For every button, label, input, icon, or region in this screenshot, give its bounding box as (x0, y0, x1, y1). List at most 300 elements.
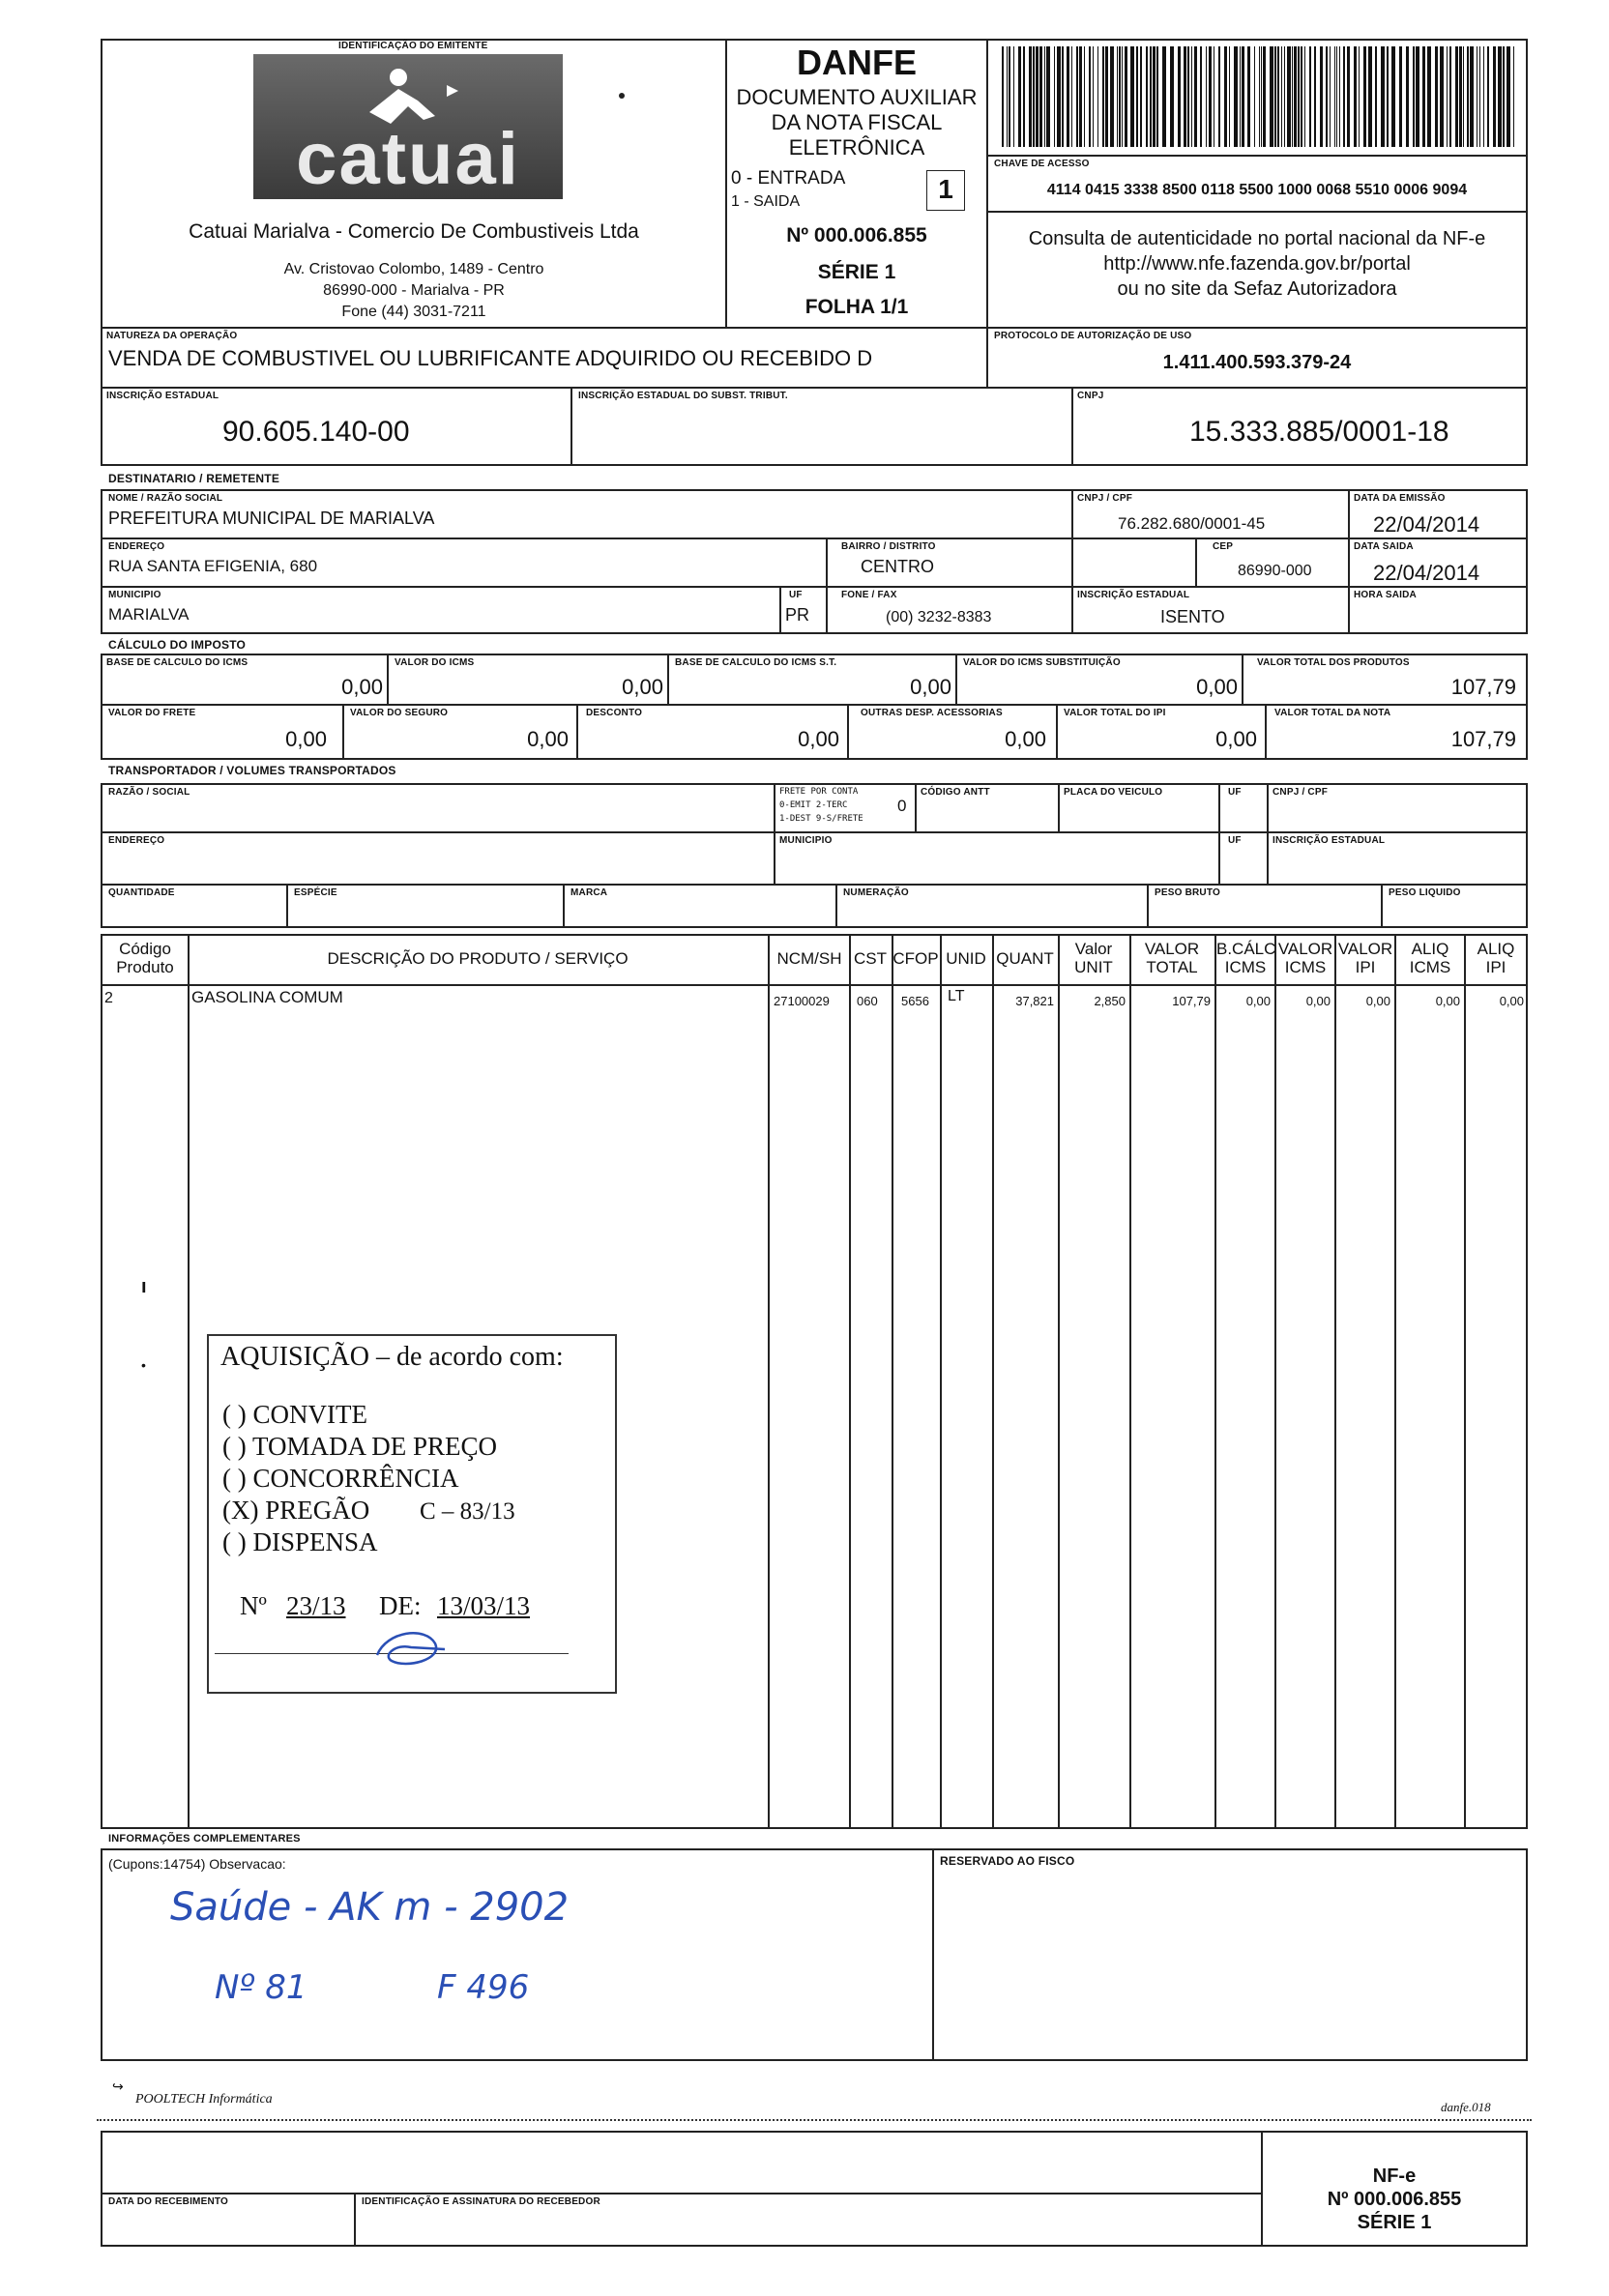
col-vunit: Valor UNIT (1074, 940, 1113, 976)
row-vipi: 0,00 (1365, 994, 1390, 1008)
dest-row-2 (101, 586, 1528, 588)
stamp-opt4: (X) PREGÃO (222, 1496, 370, 1525)
valor-icms-label: VALOR DO ICMS (395, 657, 475, 668)
barcode-bar (1479, 46, 1480, 147)
total-nota-label: VALOR TOTAL DA NOTA (1274, 708, 1391, 718)
seguro-label: VALOR DO SEGURO (350, 708, 449, 718)
barcode-bar (1263, 46, 1266, 147)
dest-endereco-label: ENDEREÇO (108, 541, 165, 552)
col-quant: QUANT (996, 949, 1054, 968)
imposto-section: CÁLCULO DO IMPOSTO (108, 638, 247, 652)
outras-label: OUTRAS DESP. ACESSORIAS (861, 708, 1003, 718)
row-descricao: GASOLINA COMUM (191, 988, 343, 1006)
imp-v9 (1265, 704, 1267, 760)
col-unid: UNID (946, 949, 986, 968)
row-vunit: 2,850 (1094, 994, 1126, 1008)
barcode-bar (1281, 46, 1282, 147)
barcode-bar (1483, 46, 1484, 147)
stamp-opt4-ref: C – 83/13 (420, 1498, 515, 1525)
chave-divider-1 (986, 155, 1528, 157)
row-cfop: 5656 (901, 994, 929, 1008)
prod-v-bcicms (1274, 934, 1276, 1829)
tr-municipio-label: MUNICIPIO (779, 835, 833, 846)
barcode-bar (1206, 46, 1207, 147)
col-ncm: NCM/SH (776, 949, 842, 968)
barcode-bar (1294, 46, 1297, 147)
row-vicms: 0,00 (1305, 994, 1331, 1008)
prod-v-aicms (1464, 934, 1466, 1829)
base-icms-label: BASE DE CALCULO DO ICMS (106, 657, 249, 668)
col-bcicms: B.CÁLC ICMS (1216, 940, 1276, 976)
imp-v3 (955, 654, 957, 704)
barcode-bar (1467, 46, 1469, 147)
dest-saida: 22/04/2014 (1373, 561, 1480, 585)
dest-ie-label: INSCRIÇÃO ESTADUAL (1077, 590, 1190, 600)
barcode-bar (1162, 46, 1166, 147)
dest-uf-label: UF (789, 590, 803, 600)
fisco-label: RESERVADO AO FISCO (940, 1854, 1075, 1868)
pooltech: POOLTECH Informática (135, 2092, 273, 2107)
barcode-bar (1463, 46, 1464, 147)
barcode-bar (1254, 46, 1255, 147)
barcode-bar (1046, 46, 1050, 147)
cut-line (97, 2119, 1532, 2121)
dest-v-2 (1348, 489, 1350, 634)
barcode-bar (1184, 46, 1186, 147)
protocolo-label: PROTOCOLO DE AUTORIZAÇÃO DE USO (994, 331, 1192, 341)
dest-v-1 (1071, 489, 1073, 634)
barcode-bar (1247, 46, 1250, 147)
fisco-box (932, 1848, 1528, 2061)
imp-v6 (576, 704, 578, 760)
col-cst: CST (854, 949, 887, 968)
barcode-bar (1320, 46, 1323, 147)
barcode-bar (1503, 46, 1505, 147)
barcode-bar (1309, 46, 1311, 147)
emitente-cep: 86990-000 - Marialva - PR (323, 282, 505, 299)
company-logo (253, 54, 563, 199)
barcode-bar (1406, 46, 1409, 147)
barcode-bar (1093, 46, 1094, 147)
consulta-1: Consulta de autenticidade no portal nacional da NF-e (1028, 228, 1486, 249)
barcode-bar (1044, 46, 1045, 147)
dest-emissao-label: DATA DA EMISSÃO (1354, 493, 1446, 504)
natureza-label: NATUREZA DA OPERAÇÃO (106, 331, 238, 341)
barcode-bar (1076, 46, 1078, 147)
assinatura-label: IDENTIFICAÇÃO E ASSINATURA DO RECEBEDOR (362, 2196, 600, 2207)
danfe-numero: Nº 000.006.855 (786, 224, 927, 247)
valor-produtos: 107,79 (1450, 675, 1516, 699)
barcode-bar (1007, 46, 1008, 147)
prod-v-ncm (849, 934, 851, 1829)
barcode-bar (1459, 46, 1462, 147)
tr-v1 (774, 783, 775, 884)
barcode-bar (1117, 46, 1118, 147)
dest-uf: PR (785, 605, 810, 625)
barcode-bar (1110, 46, 1114, 147)
imp-row (101, 704, 1528, 706)
frete: 0,00 (285, 727, 327, 751)
col-vicms: VALOR ICMS (1277, 940, 1333, 976)
row-codigo: 2 (104, 990, 113, 1006)
dest-v-5 (1195, 538, 1197, 586)
col-cfop: CFOP (892, 949, 939, 968)
barcode-bar (1033, 46, 1035, 147)
ie-label: INSCRIÇÃO ESTADUAL (106, 391, 219, 401)
danfe-title: DANFE (797, 43, 917, 82)
tr-v9 (1147, 884, 1149, 928)
barcode-bar (1368, 46, 1372, 147)
prod-v-vicms (1334, 934, 1336, 1829)
tr-uf2-label: UF (1228, 835, 1242, 846)
danfe-folha: FOLHA 1/1 (804, 296, 909, 318)
prod-header-line (101, 984, 1528, 986)
tr-marca-label: MARCA (570, 887, 608, 898)
barcode-bar (1507, 46, 1510, 147)
base-icms-st: 0,00 (910, 675, 951, 699)
barcode-bar (1097, 46, 1098, 147)
barcode-bar (1455, 46, 1458, 147)
barcode-bar (1200, 46, 1202, 147)
barcode-bar (1122, 46, 1123, 147)
valor-icms-st: 0,00 (1196, 675, 1238, 699)
barcode-bar (1387, 46, 1389, 147)
stamp-opt2: ( ) TOMADA DE PREÇO (222, 1432, 498, 1461)
tr-v2 (915, 783, 917, 831)
tr-v4 (1218, 783, 1220, 884)
pooltech-icon: ↪ (112, 2078, 124, 2094)
barcode-bar (1229, 46, 1230, 147)
barcode-bar (1242, 46, 1244, 147)
prod-v-cst (892, 934, 893, 1829)
barcode-bar (1447, 46, 1448, 147)
barcode-bar (1150, 46, 1152, 147)
barcode-bar (1079, 46, 1082, 147)
valor-icms-st-label: VALOR DO ICMS SUBSTITUIÇÃO (963, 657, 1121, 668)
barcode-bar (1287, 46, 1291, 147)
stamp-signature (367, 1626, 454, 1674)
prod-v-desc (768, 934, 770, 1829)
barcode-bar (1304, 46, 1305, 147)
barcode-bar (1259, 46, 1260, 147)
footer-nfe-num: Nº 000.006.855 (1327, 2189, 1462, 2210)
protocolo-value: 1.411.400.593.379-24 (1162, 352, 1352, 373)
stamp-opt5: ( ) DISPENSA (222, 1527, 378, 1556)
barcode-bar (1343, 46, 1345, 147)
barcode-bar (1194, 46, 1197, 147)
barcode-bar (1105, 46, 1108, 147)
danfe-serie: SÉRIE 1 (817, 261, 896, 283)
barcode-bar (1261, 46, 1262, 147)
info-value: (Cupons:14754) Observacao: (108, 1856, 286, 1872)
info-hand-3: F 496 (437, 1968, 530, 2007)
imp-v2 (667, 654, 669, 704)
valor-produtos-label: VALOR TOTAL DOS PRODUTOS (1257, 657, 1410, 668)
consulta-3: ou no site da Sefaz Autorizadora (1117, 278, 1397, 300)
dest-cep-label: CEP (1213, 541, 1234, 552)
chave-value: 4114 0415 3338 8500 0118 5500 1000 0068 5510 0006 9094 (1046, 182, 1468, 198)
col-descricao: DESCRIÇÃO DO PRODUTO / SERVIÇO (327, 949, 629, 968)
barcode-bar (1354, 46, 1357, 147)
barcode-bar (1487, 46, 1489, 147)
barcode-bar (1298, 46, 1300, 147)
dest-nome: PREFEITURA MUNICIPAL DE MARIALVA (108, 509, 435, 528)
barcode-bar (1292, 46, 1293, 147)
tr-uf-label: UF (1228, 787, 1242, 798)
tr-cnpj-label: CNPJ / CPF (1273, 787, 1329, 798)
barcode-bar (1140, 46, 1142, 147)
barcode-bar (1036, 46, 1039, 147)
barcode-bar (1119, 46, 1121, 147)
stamp-num-prefix: Nº (240, 1591, 267, 1620)
imp-v7 (847, 704, 849, 760)
stamp-de: 13/03/13 (437, 1591, 531, 1620)
barcode-bar (1449, 46, 1451, 147)
dest-cnpj: 76.282.680/0001-45 (1118, 514, 1266, 533)
barcode-bar (1013, 46, 1014, 147)
barcode-bar (1187, 46, 1189, 147)
tr-peso-liquido-label: PESO LIQUIDO (1389, 887, 1461, 898)
barcode (1002, 46, 1514, 147)
stamp-opt1: ( ) CONVITE (222, 1400, 367, 1429)
danfe-sub3: ELETRÔNICA (788, 135, 925, 160)
tr-frete-3: 1-DEST 9-S/FRETE (779, 814, 863, 824)
destinatario-section: DESTINATARIO / REMETENTE (108, 472, 280, 485)
col-vtotal: VALOR TOTAL (1144, 940, 1200, 976)
danfe-sub1: DOCUMENTO AUXILIAR (736, 85, 978, 109)
barcode-bar (1498, 46, 1502, 147)
barcode-bar (1029, 46, 1032, 147)
barcode-bar (1130, 46, 1134, 147)
natureza-value: VENDA DE COMBUSTIVEL OU LUBRIFICANTE ADQUIRIDO OU RECEBIDO D (108, 346, 873, 370)
ie-st-label: INSCRIÇÃO ESTADUAL DO SUBST. TRIBUT. (578, 391, 788, 401)
prod-v-vtotal (1214, 934, 1216, 1829)
row-aipi: 0,00 (1499, 994, 1524, 1008)
info-hand-2: Nº 81 (215, 1968, 307, 2007)
barcode-bar (1125, 46, 1127, 147)
chave-divider-2 (986, 211, 1528, 213)
scan-mark-2: • (141, 1357, 146, 1373)
barcode-bar (1339, 46, 1340, 147)
barcode-bar (1301, 46, 1302, 147)
frete-label: VALOR DO FRETE (108, 708, 196, 718)
base-icms: 0,00 (341, 675, 383, 699)
row-bcicms: 0,00 (1245, 994, 1271, 1008)
cnpj-label: CNPJ (1077, 391, 1104, 401)
prod-v-vipi (1394, 934, 1396, 1829)
barcode-bar (1170, 46, 1174, 147)
prod-v-unid (992, 934, 994, 1829)
dest-municipio: MARIALVA (108, 605, 190, 624)
danfe-tipo: 1 (938, 174, 953, 204)
imp-v1 (387, 654, 389, 704)
tr-v5 (1267, 783, 1269, 884)
barcode-bar (1067, 46, 1069, 147)
canhoto-v1 (354, 2193, 356, 2247)
row-unid: LT (948, 988, 965, 1004)
prod-v-cfop (940, 934, 942, 1829)
emitente-section-label: IDENTIFICAÇÃO DO EMITENTE (338, 41, 488, 51)
barcode-bar (1422, 46, 1425, 147)
row-cst: 060 (857, 994, 878, 1008)
tr-row-2 (101, 884, 1528, 886)
ie-value: 90.605.140-00 (222, 416, 410, 448)
ipi: 0,00 (1215, 727, 1257, 751)
barcode-bar (1136, 46, 1138, 147)
consulta-2: http://www.nfe.fazenda.gov.br/portal (1103, 253, 1411, 275)
data-recebimento-label: DATA DO RECEBIMENTO (108, 2196, 228, 2207)
col-aipi: ALIQ IPI (1477, 940, 1515, 976)
barcode-bar (1191, 46, 1192, 147)
barcode-bar (1009, 46, 1010, 147)
dest-bairro: CENTRO (861, 557, 934, 576)
barcode-bar (1002, 46, 1004, 147)
dest-fone-label: FONE / FAX (841, 590, 897, 600)
dest-cep: 86990-000 (1238, 563, 1312, 579)
barcode-bar (1178, 46, 1181, 147)
imp-v4 (1242, 654, 1243, 704)
barcode-bar (1234, 46, 1238, 147)
dest-municipio-label: MUNICIPIO (108, 590, 161, 600)
dest-bairro-label: BAIRRO / DISTRITO (841, 541, 936, 552)
canhoto-row (101, 2193, 1261, 2194)
barcode-bar (1018, 46, 1021, 147)
tr-v6 (286, 884, 288, 928)
barcode-bar (1039, 46, 1042, 147)
barcode-bar (1391, 46, 1395, 147)
barcode-bar (1071, 46, 1072, 147)
desconto-label: DESCONTO (586, 708, 643, 718)
barcode-bar (1381, 46, 1385, 147)
dest-row-1 (101, 538, 1528, 539)
barcode-bar (1363, 46, 1366, 147)
barcode-bar (1057, 46, 1061, 147)
tr-v3 (1058, 783, 1060, 831)
dest-saida-label: DATA SAIDA (1354, 541, 1414, 552)
barcode-bar (1314, 46, 1316, 147)
dest-emissao: 22/04/2014 (1373, 512, 1480, 537)
barcode-bar (1062, 46, 1064, 147)
seguro: 0,00 (527, 727, 569, 751)
barcode-bar (1513, 46, 1514, 147)
imp-v5 (342, 704, 344, 760)
barcode-bar (1146, 46, 1148, 147)
barcode-bar (1413, 46, 1415, 147)
barcode-bar (1054, 46, 1055, 147)
scan-mark-1: ı (141, 1276, 147, 1297)
stamp-de-prefix: DE: (379, 1591, 422, 1620)
barcode-bar (1218, 46, 1220, 147)
barcode-bar (1240, 46, 1241, 147)
ipi-label: VALOR TOTAL DO IPI (1064, 708, 1166, 718)
barcode-bar (1089, 46, 1091, 147)
danfe-entrada: 0 - ENTRADA (731, 168, 846, 189)
transportador-section: TRANSPORTADOR / VOLUMES TRANSPORTADOS (108, 764, 396, 777)
row-aicms: 0,00 (1435, 994, 1460, 1008)
barcode-bar (1023, 46, 1025, 147)
barcode-bar (1224, 46, 1227, 147)
col-vipi: VALOR IPI (1337, 940, 1393, 976)
tr-placa-label: PLACA DO VEICULO (1064, 787, 1163, 798)
barcode-bar (1277, 46, 1279, 147)
tr-quantidade-label: QUANTIDADE (108, 887, 175, 898)
tr-ie-label: INSCRIÇÃO ESTADUAL (1273, 835, 1386, 846)
row-quant: 37,821 (1015, 994, 1054, 1008)
barcode-bar (1330, 46, 1331, 147)
dest-cnpj-label: CNPJ / CPF (1077, 493, 1133, 504)
barcode-bar (1209, 46, 1212, 147)
col-codigo: Código Produto (116, 940, 174, 976)
logo-text: catuai (296, 118, 520, 200)
tr-numeracao-label: NUMERAÇÃO (843, 887, 909, 898)
tr-razao-label: RAZÃO / SOCIAL (108, 787, 190, 798)
barcode-bar (1359, 46, 1360, 147)
tr-v7 (563, 884, 565, 928)
barcode-bar (1347, 46, 1350, 147)
barcode-bar (1435, 46, 1438, 147)
stamp-title: AQUISIÇÃO – de acordo com: (220, 1342, 564, 1372)
barcode-bar (1427, 46, 1431, 147)
cnpj-value: 15.333.885/0001-18 (1189, 416, 1449, 448)
dest-endereco: RUA SANTA EFIGENIA, 680 (108, 557, 318, 575)
stamp-num: 23/13 (286, 1591, 346, 1620)
tr-frete-value: 0 (897, 797, 907, 815)
total-nota: 107,79 (1450, 727, 1516, 751)
prod-v-codigo (188, 934, 190, 1829)
tr-frete-2: 0-EMIT 2-TERC (779, 800, 848, 810)
barcode-bar (1493, 46, 1496, 147)
tr-v8 (835, 884, 837, 928)
outras: 0,00 (1005, 727, 1046, 751)
barcode-bar (1156, 46, 1158, 147)
tr-especie-label: ESPÉCIE (294, 887, 337, 898)
row-ncm: 27100029 (774, 994, 830, 1008)
col-aicms: ALIQ ICMS (1409, 940, 1451, 976)
imp-v8 (1056, 704, 1058, 760)
stamp-opt3: ( ) CONCORRÊNCIA (222, 1464, 459, 1493)
dest-v-4 (779, 586, 781, 634)
dest-nome-label: NOME / RAZÃO SOCIAL (108, 493, 223, 504)
emitente-endereco: Av. Cristovao Colombo, 1489 - Centro (283, 261, 544, 277)
barcode-bar (1416, 46, 1419, 147)
base-icms-st-label: BASE DE CALCULO DO ICMS S.T. (675, 657, 837, 668)
dest-ie: ISENTO (1160, 607, 1225, 626)
info-hand-1: Saúde - AK m - 2902 (170, 1885, 570, 1930)
emitente-razao: Catuai Marialva - Comercio De Combustiveis Ltda (189, 220, 639, 243)
barcode-bar (1153, 46, 1156, 147)
danfe-code: danfe.018 (1441, 2100, 1491, 2114)
tr-antt-label: CÓDIGO ANTT (921, 787, 990, 798)
valor-icms: 0,00 (622, 675, 663, 699)
barcode-bar (1334, 46, 1335, 147)
barcode-bar (1084, 46, 1085, 147)
footer-nfe-serie: SÉRIE 1 (1357, 2212, 1432, 2233)
barcode-bar (1375, 46, 1377, 147)
chave-label: CHAVE DE ACESSO (994, 159, 1090, 169)
info-label: INFORMAÇÕES COMPLEMENTARES (108, 1833, 301, 1845)
tr-frete-1: FRETE POR CONTA (779, 787, 859, 797)
danfe-saida: 1 - SAIDA (731, 193, 801, 210)
dest-v-3 (826, 538, 828, 634)
barcode-bar (1336, 46, 1337, 147)
prod-v-quant (1058, 934, 1060, 1829)
barcode-bar (1399, 46, 1402, 147)
row-vtotal: 107,79 (1172, 994, 1211, 1008)
tr-v10 (1381, 884, 1383, 928)
tr-peso-bruto-label: PESO BRUTO (1155, 887, 1220, 898)
tr-endereco-label: ENDEREÇO (108, 835, 165, 846)
barcode-bar (1440, 46, 1444, 147)
